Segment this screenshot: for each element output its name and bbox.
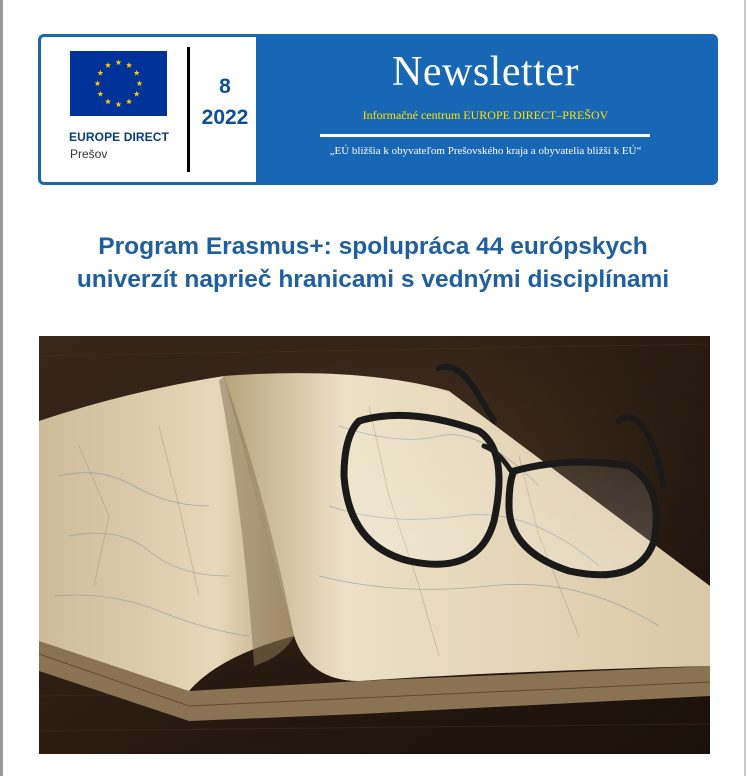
article-photo (39, 336, 710, 754)
open-book-with-glasses-photo (39, 336, 710, 754)
issue-number: 8 (219, 75, 231, 98)
headline-line-1: Program Erasmus+: spolupráca 44 európskych (98, 233, 648, 260)
newsletter-title: Newsletter (392, 49, 579, 95)
brand-panel (41, 37, 256, 182)
brand-name: EUROPE DIRECT (69, 130, 169, 144)
center-name: Informačné centrum EUROPE DIRECT–PREŠOV (362, 108, 609, 122)
issue-year: 2022 (201, 106, 249, 129)
brand-divider (187, 47, 190, 172)
eu-flag-icon (70, 51, 167, 116)
masthead-panel (256, 37, 715, 182)
brand-city: Prešov (70, 147, 108, 161)
tagline: „EÚ bližšia k obyvateľom Prešovského kraja a obyvatelia bližší k EÚ“ (329, 145, 642, 157)
article-headline (30, 230, 716, 296)
headline-line-2: univerzít naprieč hranicami s vednými disciplínami (76, 266, 670, 293)
header-rule (320, 134, 650, 137)
page-edge-left (0, 0, 3, 776)
newsletter-header (38, 34, 718, 185)
